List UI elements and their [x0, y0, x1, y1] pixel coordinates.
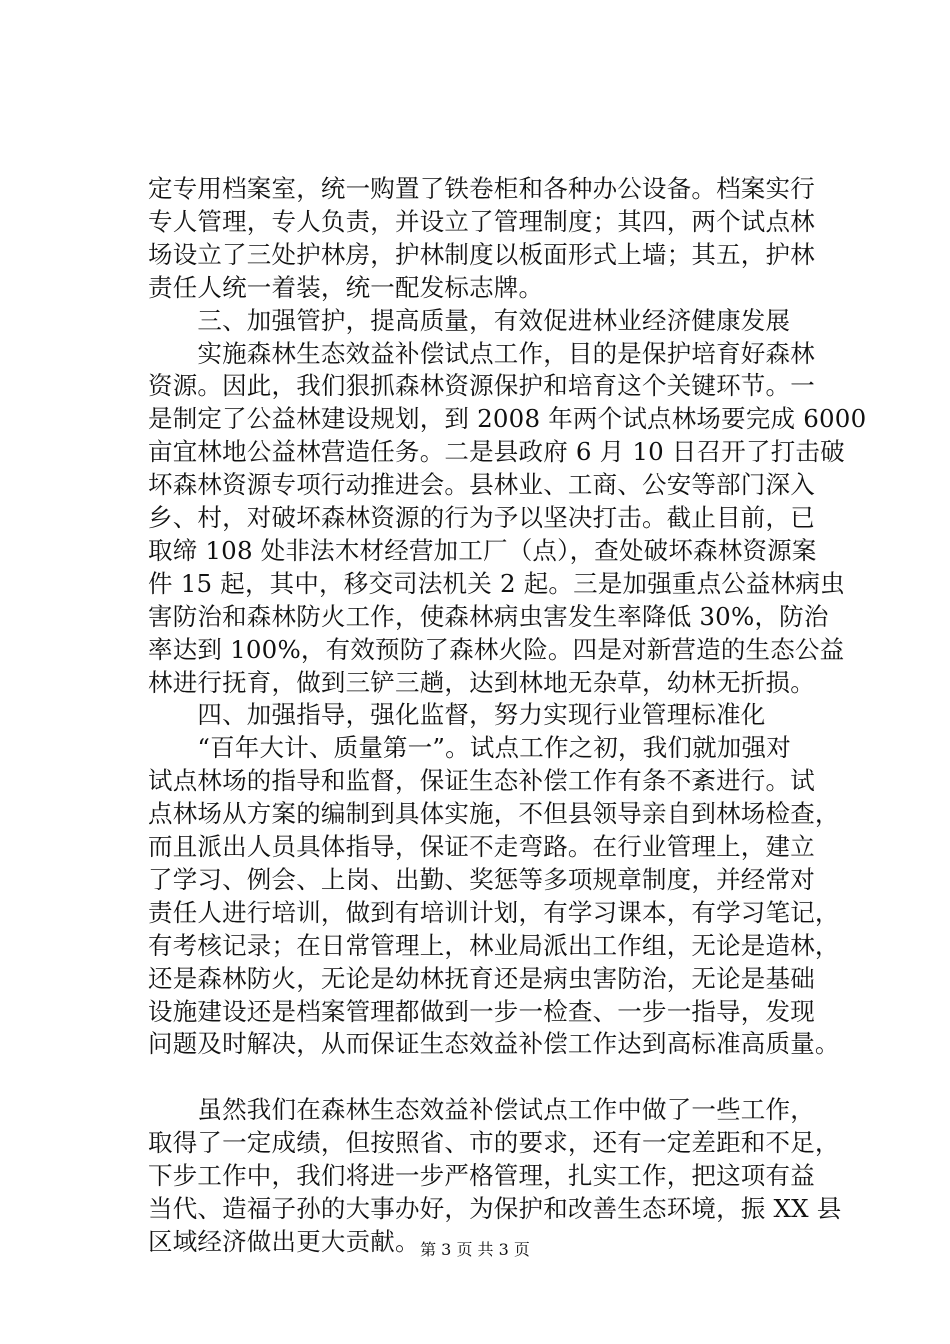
text-line: 了学习、例会、上岗、出勤、奖惩等多项规章制度，并经常对	[148, 864, 815, 894]
text-line: 林进行抚育，做到三铲三趟，达到林地无杂草，幼林无折损。	[148, 667, 815, 697]
text-line: 率达到 100%，有效预防了森林火险。四是对新营造的生态公益	[148, 634, 845, 664]
text-line: 件 15 起，其中，移交司法机关 2 起。三是加强重点公益林病虫	[148, 568, 845, 598]
text-line: 乡、村，对破坏森林资源的行为予以坚决打击。截止目前，已	[148, 503, 815, 532]
text-line: 定专用档案室，统一购置了铁卷柜和各种办公设备。档案实行	[148, 174, 815, 203]
text-line: 责任人统一着装，统一配发标志牌。	[148, 272, 544, 302]
text-line: 区域经济做出更大贡献。	[148, 1226, 420, 1256]
text-line: 虽然我们在森林生态效益补偿试点工作中做了一些工作，	[148, 1095, 815, 1125]
text-line: 取缔 108 处非法木材经营加工厂（点），查处破坏森林资源案	[148, 535, 817, 565]
heading-line: 三、加强管护，提高质量，有效促进林业经济健康发展	[148, 305, 791, 335]
text-line: 而且派出人员具体指导，保证不走弯路。在行业管理上，建立	[148, 832, 815, 861]
heading-line: 四、加强指导，强化监督，努力实现行业管理标准化	[148, 700, 766, 730]
text-line: 有考核记录；在日常管理上，林业局派出工作组，无论是造林，	[148, 930, 840, 960]
text-line: 问题及时解决，从而保证生态效益补偿工作达到高标准高质量。	[148, 1029, 840, 1059]
text-line: 实施森林生态效益补偿试点工作，目的是保护培育好森林	[148, 338, 815, 368]
page-number-footer: 第 3 页 共 3 页	[420, 1240, 530, 1259]
text-line: 害防治和森林防火工作，使森林病虫害发生率降低 30%，防治	[148, 601, 829, 631]
text-line: 责任人进行培训，做到有培训计划，有学习课本，有学习笔记，	[148, 897, 840, 927]
text-line: 亩宜林地公益林营造任务。二是县政府 6 月 10 日召开了打击破	[148, 437, 845, 467]
text-line: 取得了一定成绩，但按照省、市的要求，还有一定差距和不足，	[148, 1128, 840, 1158]
text-line: 试点林场的指导和监督，保证生态补偿工作有条不紊进行。试	[148, 766, 815, 796]
text-line: “百年大计、质量第一”。试点工作之初，我们就加强对	[148, 733, 791, 763]
text-line: 当代、造福子孙的大事办好，为保护和改善生态环境，振 XX 县	[148, 1193, 842, 1223]
text-line: 资源。因此，我们狠抓森林资源保护和培育这个关键环节。一	[148, 371, 815, 401]
text-line: 坏森林资源专项行动推进会。县林业、工商、公安等部门深入	[148, 470, 815, 500]
text-line: 下步工作中，我们将进一步严格管理，扎实工作，把这项有益	[148, 1161, 815, 1190]
text-line: 还是森林防火，无论是幼林抚育还是病虫害防治，无论是基础	[148, 963, 815, 993]
text-line: 点林场从方案的编制到具体实施，不但县领导亲自到林场检查，	[148, 799, 840, 829]
text-line: 设施建设还是档案管理都做到一步一检查、一步一指导，发现	[148, 996, 815, 1026]
text-line: 场设立了三处护林房，护林制度以板面形式上墙；其五，护林	[148, 239, 815, 269]
text-line: 是制定了公益林建设规划，到 2008 年两个试点林场要完成 6000	[148, 404, 867, 434]
text-line: 专人管理，专人负责，并设立了管理制度；其四，两个试点林	[148, 206, 815, 236]
